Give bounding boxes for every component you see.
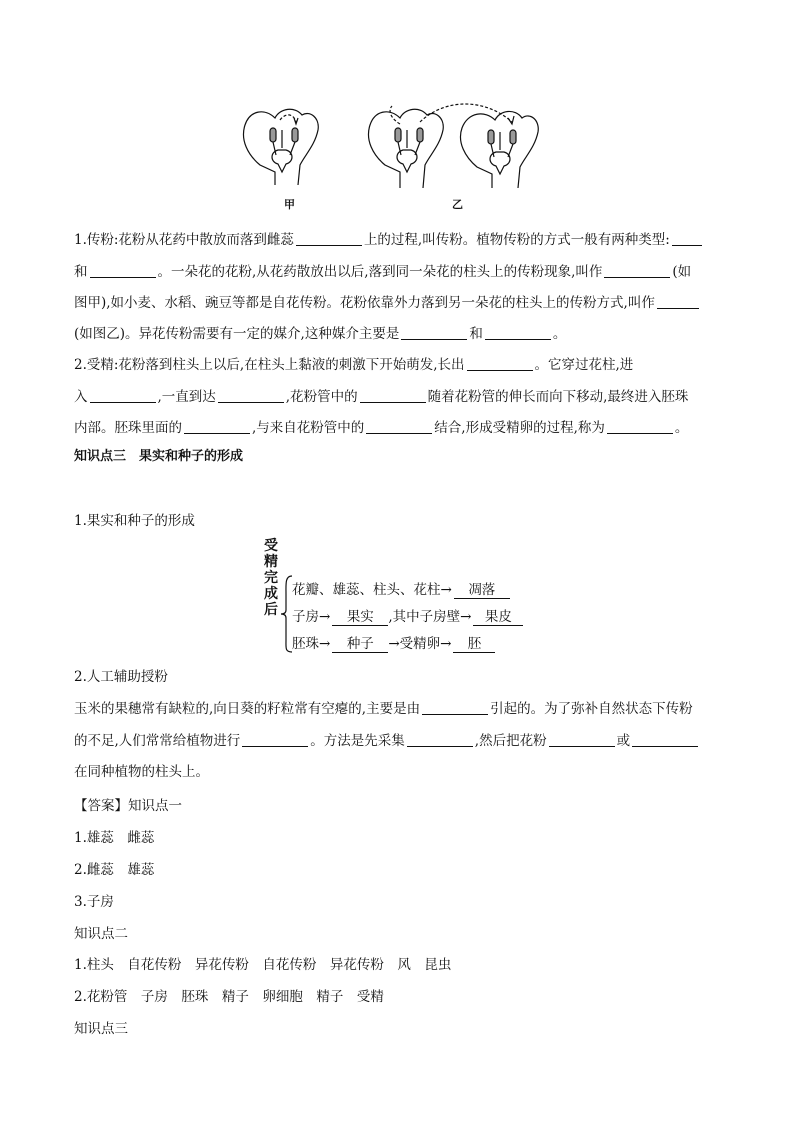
text: ,花粉管中的 [285, 389, 358, 405]
text: 和 [469, 326, 483, 342]
answer-k1-1: 1.雄蕊 雌蕊 [74, 830, 155, 846]
answer-k2-title: 知识点二 [74, 926, 128, 942]
text: ,然后把花粉 [474, 733, 547, 749]
text: 结合,形成受精卵的过程,称为 [434, 420, 605, 436]
flow-vertical-char: 完 [264, 570, 278, 586]
text: 图甲),如小麦、水稻、豌豆等都是自花传粉。花粉依靠外力落到另一朵花的柱头上的传粉方式,叫作 [74, 295, 655, 311]
answer-blank[interactable] [90, 388, 156, 403]
flow-vertical-label [262, 538, 280, 618]
fruit-formation-title: 1.果实和种子的形成 [74, 513, 195, 529]
flow-row-ovule [292, 632, 495, 653]
answer-blank[interactable] [296, 231, 362, 246]
text: 花瓣、雄蕊、柱头、花柱→ [292, 582, 452, 598]
flow-row-ovary [292, 605, 523, 626]
text: 入 [74, 389, 88, 405]
flow-vertical-char: 成 [264, 586, 278, 602]
text: 。 [674, 420, 689, 436]
answer-k1-3: 3.子房 [74, 894, 114, 910]
answer-blank[interactable] [401, 325, 467, 340]
text: 。 [552, 326, 567, 342]
answer-blank[interactable] [366, 419, 432, 434]
flow-answer: 果皮 [473, 605, 523, 626]
pollination-figure [240, 100, 560, 210]
text: 或 [616, 733, 631, 749]
text: 。一朵花的花粉,从花药散放出以后,落到同一朵花的柱头上的传粉现象,叫作 [157, 264, 603, 280]
assist-title: 2.人工辅助授粉 [74, 669, 168, 685]
answer-k2-1: 1.柱头 自花传粉 异花传粉 自花传粉 异花传粉 风 昆虫 [74, 957, 452, 973]
answer-blank[interactable] [422, 700, 488, 715]
text: 。它穿过花柱,进 [534, 357, 634, 373]
assist-line-3: 在同种植物的柱头上。 [74, 764, 209, 780]
figure-label-jia: 甲 [284, 198, 295, 211]
text: 胚珠→ [292, 636, 331, 652]
text: ,其中子房壁→ [388, 609, 472, 625]
answer-blank[interactable] [657, 294, 699, 309]
text: ,一直到达 [157, 389, 216, 405]
section-3-title: 知识点三 果实和种子的形成 [74, 449, 244, 464]
answer-blank[interactable] [218, 388, 284, 403]
text: →受精卵→ [388, 636, 452, 652]
answer-blank[interactable] [360, 388, 426, 403]
text: 引起的。为了弥补自然状态下传粉 [490, 701, 693, 717]
answer-blank[interactable] [632, 732, 698, 747]
flow-row-petals [292, 578, 510, 599]
text: (如 [672, 264, 692, 280]
answer-blank[interactable] [90, 263, 156, 278]
answer-blank[interactable] [485, 325, 551, 340]
pollination-line-2 [74, 262, 724, 282]
answer-blank[interactable] [242, 732, 308, 747]
flow-answer: 种子 [332, 632, 388, 653]
flow-vertical-char: 受 [264, 538, 278, 554]
text: 。方法是先采集 [310, 733, 405, 749]
flow-answer: 凋落 [454, 578, 510, 599]
flow-answer: 果实 [332, 605, 388, 626]
flow-vertical-char: 后 [264, 602, 278, 618]
text: 2.受精:花粉落到柱头上以后,在柱头上黏液的刺激下开始萌发,长出 [74, 357, 465, 373]
text: 随着花粉管的伸长而向下移动,最终进入胚珠 [427, 389, 689, 405]
answer-header: 【答案】知识点一 [74, 798, 182, 814]
fertilization-line-1 [74, 355, 724, 375]
answer-k2-2: 2.花粉管 子房 胚珠 精子 卵细胞 精子 受精 [74, 989, 384, 1005]
answer-blank[interactable] [184, 419, 250, 434]
flower-diagram [240, 100, 560, 210]
text: 子房→ [292, 609, 331, 625]
flow-answer: 胚 [453, 632, 495, 653]
answer-blank[interactable] [672, 231, 702, 246]
fertilization-line-2 [74, 387, 724, 407]
pollination-line-1 [74, 230, 724, 250]
text: ,与来自花粉管中的 [252, 420, 365, 436]
text: 1.传粉:花粉从花药中散放而落到雌蕊 [74, 232, 294, 248]
pollination-line-3 [74, 293, 724, 313]
text: 上的过程,叫传粉。植物传粉的方式一般有两种类型: [363, 232, 670, 248]
figure-label-yi: 乙 [452, 198, 463, 211]
assist-line-2 [74, 731, 724, 751]
answer-k1-2: 2.雌蕊 雄蕊 [74, 862, 155, 878]
text: (如图乙)。异花传粉需要有一定的媒介,这种媒介主要是 [74, 326, 400, 342]
text: 和 [74, 264, 88, 280]
text: 的不足,人们常常给植物进行 [74, 733, 241, 749]
answer-k3-title: 知识点三 [74, 1021, 128, 1037]
answer-blank[interactable] [607, 419, 673, 434]
pollination-line-4 [74, 324, 724, 344]
fruit-formation-flow [262, 538, 562, 658]
flow-vertical-char: 精 [264, 554, 278, 570]
fertilization-line-3 [74, 418, 724, 438]
answer-blank[interactable] [407, 732, 473, 747]
assist-line-1 [74, 699, 724, 719]
text: 玉米的果穗常有缺粒的,向日葵的籽粒常有空瘪的,主要是由 [74, 701, 421, 717]
answer-blank[interactable] [604, 263, 670, 278]
answer-blank[interactable] [467, 356, 533, 371]
answer-blank[interactable] [549, 732, 615, 747]
text: 内部。胚珠里面的 [74, 420, 182, 436]
